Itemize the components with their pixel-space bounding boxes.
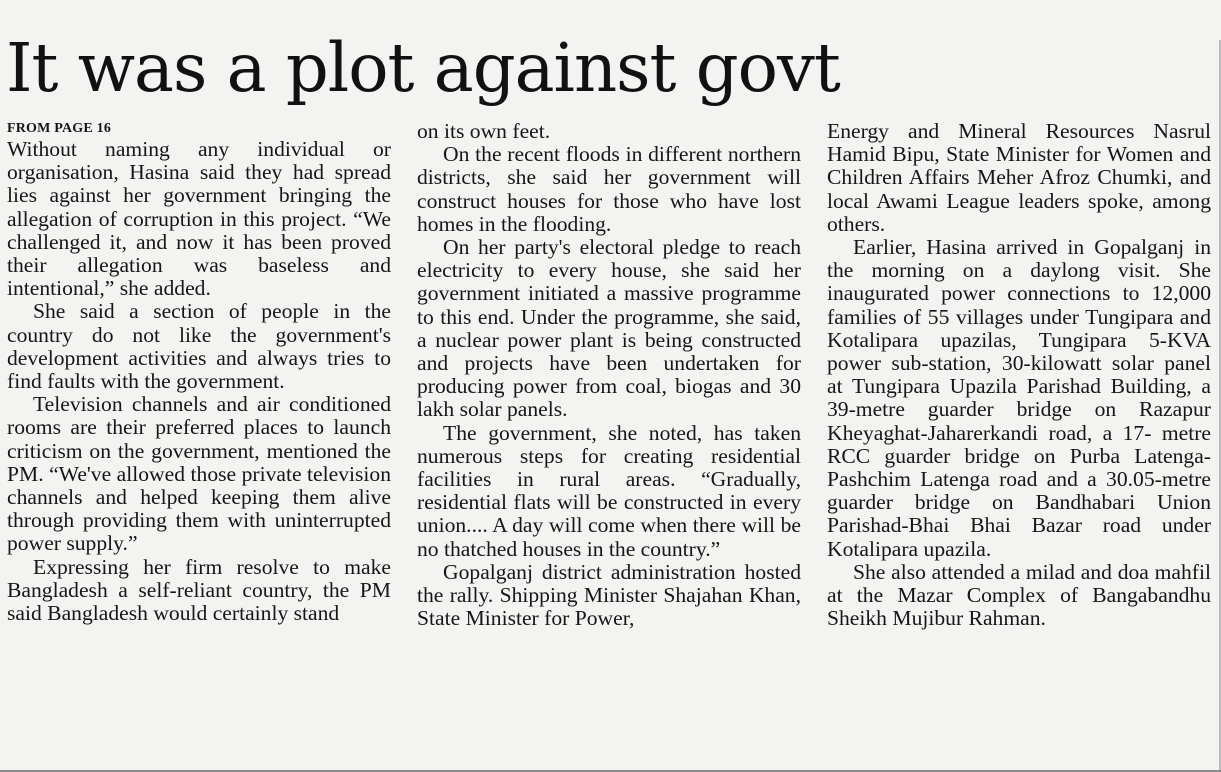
paragraph: Earlier, Hasina arrived in Gopalganj in the morning on a daylong visit. She inaugurated power connections to 12,000 families of 55 villages under Tungipara and Kotalipara upazilas, Tungipara 5-KVA power sub-station, 30-kilowatt solar panel at Tungipara Upazila Parishad Building, a 39-metre guarder bridge on Razapur Kheyaghat-Jaharerkandi road, a 17- metre RCC guarder bridge on Purba Latenga-Pashchim Latenga road and a 30.05-metre guarder bridge on Bandhabari Union Parishad-Bhai Bhai Bazar road under Kotalipara upazila.: [827, 235, 1211, 561]
paragraph: Energy and Mineral Resources Nasrul Hamid Bipu, State Minister for Women and Children Affairs Meher Afroz Chumki, and local Awami League leaders spoke, among others.: [827, 119, 1211, 236]
paragraph: She also attended a milad and doa mahfil at the Mazar Complex of Bangabandhu Sheikh Mujibur Rahman.: [827, 559, 1211, 631]
paragraph: on its own feet.: [417, 119, 551, 143]
article-column-2: [417, 120, 801, 630]
paragraph: Television channels and air conditioned rooms are their preferred places to launch criticism on the government, mentioned the PM. “We've allowed those private television channels and helped keeping them alive through providing them with uninterrupted power supply.”: [7, 392, 391, 556]
paragraph: Expressing her firm resolve to make Bangladesh a self-reliant country, the PM said Bangladesh would certainly stand: [7, 554, 391, 626]
headline: It was a plot against govt: [6, 29, 840, 107]
paragraph: The government, she noted, has taken numerous steps for creating residential facilities in rural areas. “Gradually, residential flats will be constructed in every union.... A day will come when there will be no thatched houses in the country.”: [417, 420, 801, 561]
article-column-3: [827, 120, 1211, 630]
paragraph: On her party's electoral pledge to reach electricity to every house, she said her government initiated a massive programme to this end. Under the programme, she said, a nuclear power plant is being constructed and projects have been undertaken for producing power from coal, biogas and 30 lakh solar panels.: [417, 235, 801, 422]
article-column-1: [7, 120, 391, 625]
paragraph: She said a section of people in the country do not like the government's development activities and always tries to find faults with the government.: [7, 299, 391, 394]
paragraph: On the recent floods in different northern districts, she said her government will construct houses for those who have lost homes in the flooding.: [417, 142, 801, 236]
paragraph: Gopalganj district administration hosted the rally. Shipping Minister Shajahan Khan, State Minister for Power,: [417, 559, 801, 631]
paragraph: Without naming any individual or organisation, Hasina said they had spread lies against her government bringing the allegation of corruption in this project. “We challenged it, and now it has been proved their allegation was baseless and intentional,” she added.: [7, 137, 391, 301]
continuation-kicker: FROM PAGE 16: [7, 121, 112, 136]
